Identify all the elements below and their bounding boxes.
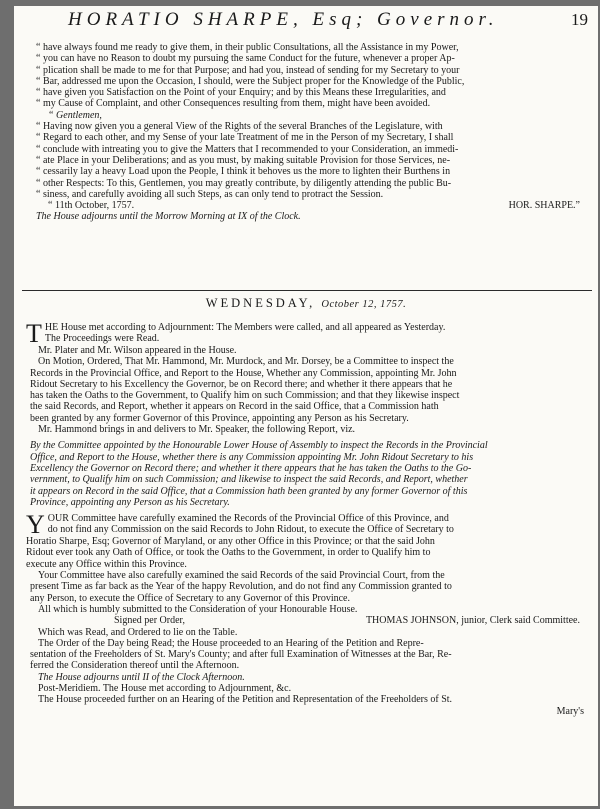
text-line: has taken the Oaths to the Government, to Qualify him on such Commission; and that they likewise inspect bbox=[30, 390, 460, 402]
text-line: On Motion, Ordered, That Mr. Hammond, Mr. Murdock, and Mr. Dorsey, be a Committee to inspect the bbox=[38, 356, 454, 368]
text-line: Records in the Provincial Office, and Report to the House, Whether any Commission, appointing Mr. John bbox=[30, 367, 457, 379]
speech-line: “ ate Place in your Deliberations; and as you must, by making suitable Provision for those Services, ne- bbox=[36, 154, 451, 166]
adjournment-afternoon: The House adjourns until II of the Clock Afternoon. bbox=[38, 671, 245, 683]
page-number: 19 bbox=[571, 10, 588, 29]
signed-left: Signed per Order, bbox=[114, 615, 185, 627]
text-line: been granted by any former Governor of this Province, appointing any Person as his Secretary. bbox=[30, 412, 409, 424]
text-line: HE House met according to Adjournment: The Members were called, and all appeared as Yesterday. bbox=[44, 322, 446, 333]
speech-line: “ other Respects: To this, Gentlemen, you may greatly contribute, by diligently attending the public Bu- bbox=[36, 177, 452, 189]
speech-line: “ you can have no Reason to doubt my pursuing the same Conduct for the future, whenever a proper Ap- bbox=[36, 53, 455, 65]
text-line: Your Committee have also carefully examined the said Records of the said Provincial Court, from the bbox=[38, 570, 445, 582]
text-line: do not find any Commission on the said Records to John Ridout, to execute the Office of Secretary to bbox=[47, 524, 454, 536]
paragraph-met bbox=[14, 319, 598, 348]
catchword: Mary's bbox=[556, 705, 584, 717]
signed-line bbox=[14, 615, 598, 626]
speech-line: “ have always found me ready to give them, in their public Consultations, all the Assistance in my Power, bbox=[36, 42, 459, 53]
text-line: Ridout ever took any Oath of Office, or took the Oaths to the Government, in order to Qualify him to bbox=[26, 547, 431, 559]
day-heading bbox=[14, 298, 598, 310]
speech-line: “ cessarily lay a heavy Load upon the People, I think it behoves us the more to lighten their Burthens in bbox=[36, 166, 451, 178]
drop-cap: Y bbox=[26, 510, 45, 540]
proceedings-block bbox=[14, 319, 598, 717]
paragraph-read: Which was Read, and Ordered to lie on the Table. bbox=[38, 626, 238, 638]
speech-block bbox=[14, 42, 598, 223]
speech-line: “ Regard to each other, and my Sense of your late Treatment of me in the Person of my Secretary, I shall bbox=[36, 132, 454, 144]
paragraph-report-intro: Mr. Hammond brings in and delivers to Mr. Speaker, the following Report, viz. bbox=[38, 424, 356, 436]
text-line: Horatio Sharpe, Esq; Governor of Maryland, or any other Office in this Province; or that the said John bbox=[26, 536, 435, 548]
speech-line: “ my Cause of Complaint, and other Consequences resulting from them, might have been avoided. bbox=[36, 98, 431, 110]
text-line: OUR Committee have carefully examined the Records of the Provincial Office of this Province, and bbox=[47, 513, 449, 525]
speech-closing bbox=[14, 200, 598, 211]
speech-signature: HOR. SHARPE.” bbox=[508, 200, 580, 212]
speech-line: “ conclude with intreating you to give the Matters that I recommended to your Consideration, an immedi- bbox=[36, 143, 459, 155]
report-heading-line: vernment, to Qualify him on such Commission; and likewise to inspect the said Records, and Report, whether bbox=[30, 474, 468, 486]
report-heading-line: it appears on Record in the said Office, that a Commission hath been granted by any former Governor of this bbox=[30, 485, 468, 497]
section-divider bbox=[22, 290, 592, 291]
drop-cap: T bbox=[26, 319, 42, 348]
running-header bbox=[68, 9, 588, 36]
text-line: present Time as far back as the Year of the happy Revolution, and do not find any Commission granted to bbox=[30, 581, 452, 593]
text-line: The House proceeded further on an Hearing of the Petition and Representation of the Freeholders of St. bbox=[38, 694, 453, 706]
text-line: The Proceedings were Read. bbox=[44, 333, 160, 345]
report-heading-line: Excellency the Governor on Record there; and whether it there appears that he has taken the Oaths to the Go- bbox=[30, 462, 472, 474]
speech-line: “ Having now given you a general View of the Rights of the several Branches of the Legislature, with bbox=[36, 121, 443, 133]
document-page bbox=[14, 6, 598, 806]
paragraph-committee-report bbox=[14, 510, 598, 570]
text-line: The Order of the Day being Read; the House proceeded to an Hearing of the Petition and Repre- bbox=[38, 637, 424, 649]
text-line: execute any Office within this Province. bbox=[26, 558, 187, 570]
speech-line: “ Bar, addressed me upon the Occasion, I should, were the Subject proper for the Knowledge of the Public, bbox=[36, 75, 465, 87]
paragraph-post-meridiem: Post-Meridiem. The House met according to Adjournment, &c. bbox=[38, 683, 292, 695]
speech-line: “ have given you Satisfaction on the Point of your Enquiry; and by this Means these Irregularities, and bbox=[36, 87, 446, 99]
speech-salutation: “ Gentlemen, bbox=[48, 109, 102, 121]
speech-line: “ siness, and carefully avoiding all such Steps, as can only tend to protract the Session. bbox=[36, 188, 384, 200]
speech-date: “ 11th October, 1757. bbox=[48, 200, 135, 212]
report-heading-line: Office, and Report to the House, whether there is any Commission appointing Mr. John Ridout Secretary to his bbox=[30, 451, 474, 463]
paragraph-appeared: Mr. Plater and Mr. Wilson appeared in the House. bbox=[38, 345, 237, 356]
adjournment-note: The House adjourns until the Morrow Morning at IX of the Clock. bbox=[36, 211, 301, 223]
speech-line: “ plication shall be made to me for that Purpose; and had you, instead of sending for my Secretary to your bbox=[36, 64, 460, 76]
text-line: Ridout Secretary to his Excellency the Governor, be on Record there; and whether it there appears that he bbox=[30, 378, 453, 390]
day-name: WEDNESDAY, bbox=[205, 296, 316, 310]
text-line: the said Records, and Report, whether it appears on Record in the said Office, that a Commission hath bbox=[30, 401, 439, 413]
paragraph-submitted: All which is humbly submitted to the Consideration of your Honourable House. bbox=[38, 603, 358, 615]
report-heading-line: Province, appointing any Person as his Secretary. bbox=[30, 496, 230, 508]
header-title: HORATIO SHARPE, Esq; Governor. bbox=[68, 9, 499, 30]
signed-right: THOMAS JOHNSON, junior, Clerk said Committee. bbox=[365, 615, 580, 627]
report-heading-line: By the Committee appointed by the Honourable Lower House of Assembly to inspect the Records in the Provincial bbox=[30, 440, 488, 452]
text-line: sentation of the Freeholders of St. Mary's County; and after full Examination of Witnesses at the Bar, Re- bbox=[30, 649, 452, 661]
text-line: ferred the Consideration thereof until the Afternoon. bbox=[30, 660, 240, 672]
day-date: October 12, 1757. bbox=[321, 299, 407, 310]
text-line: any Person, to execute the Office of Secretary to any Governor of this Province. bbox=[30, 592, 350, 604]
